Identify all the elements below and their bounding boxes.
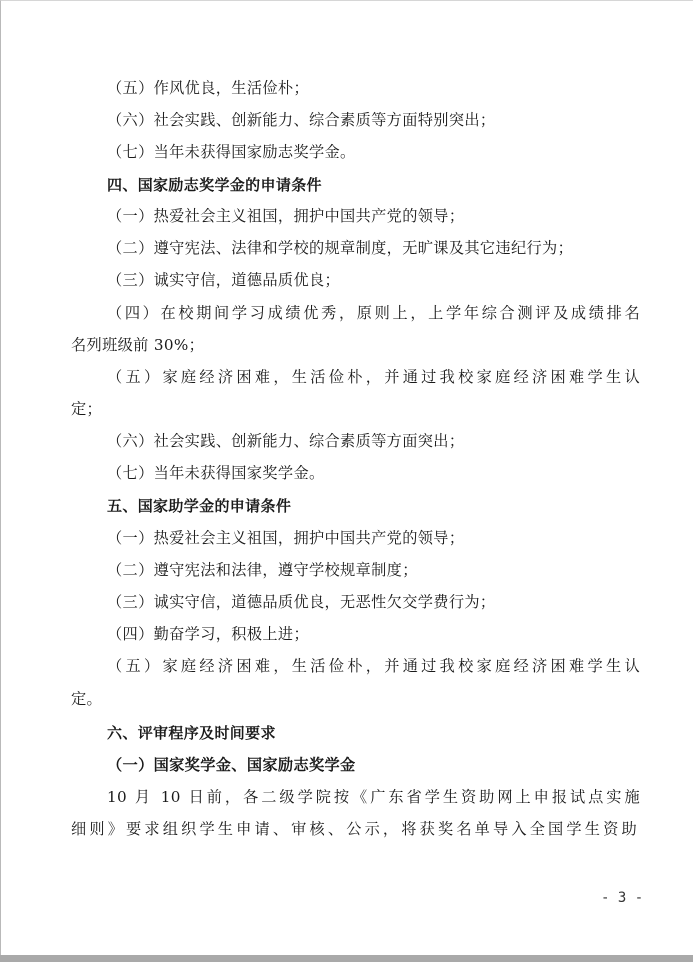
text-line: （三）诚实守信，道德品质优良，无恶性欠交学费行为； (107, 593, 496, 611)
text-line: （七）当年未获得国家励志奖学金。 (107, 143, 356, 161)
text-line: （六）社会实践、创新能力、综合素质等方面特别突出； (107, 111, 496, 129)
text-line: （一）热爱社会主义祖国，拥护中国共产党的领导； (107, 529, 465, 547)
text-line: （五）家庭经济困难，生活俭朴，并通过我校家庭经济困难学生认 (107, 657, 640, 675)
section-heading: 五、国家助学金的申请条件 (107, 497, 292, 515)
text-line: （一）热爱社会主义祖国，拥护中国共产党的领导； (107, 207, 465, 225)
text-line: 定。 (71, 690, 103, 708)
subsection-heading: （一）国家奖学金、国家励志奖学金 (107, 756, 356, 774)
text-line: （二）遵守宪法和法律，遵守学校规章制度； (107, 561, 418, 579)
text-line: 10 月 10 日前，各二级学院按《广东省学生资助网上申报试点实施 (107, 788, 640, 806)
text-line: 定； (71, 400, 103, 418)
text-line: （七）当年未获得国家奖学金。 (107, 464, 325, 482)
text-line: （六）社会实践、创新能力、综合素质等方面突出； (107, 432, 465, 450)
text-line: 细则》要求组织学生申请、审核、公示，将获奖名单导入全国学生资助 (71, 820, 637, 838)
text-line: （二）遵守宪法、法律和学校的规章制度，无旷课及其它违纪行为； (107, 239, 574, 257)
text-line: （三）诚实守信，道德品质优良； (107, 271, 341, 289)
section-heading: 四、国家励志奖学金的申请条件 (107, 176, 322, 194)
text-line: 名列班级前 30%； (71, 336, 205, 354)
text-line: （五）作风优良，生活俭朴； (107, 79, 309, 97)
text-line: （五）家庭经济困难，生活俭朴，并通过我校家庭经济困难学生认 (107, 368, 640, 386)
viewer-bottom-band (0, 955, 693, 962)
text-line: （四）勤奋学习，积极上进； (107, 625, 309, 643)
section-heading: 六、评审程序及时间要求 (107, 724, 276, 742)
page-number: - 3 - (601, 890, 644, 906)
text-line: （四）在校期间学习成绩优秀，原则上，上学年综合测评及成绩排名 (107, 304, 640, 322)
